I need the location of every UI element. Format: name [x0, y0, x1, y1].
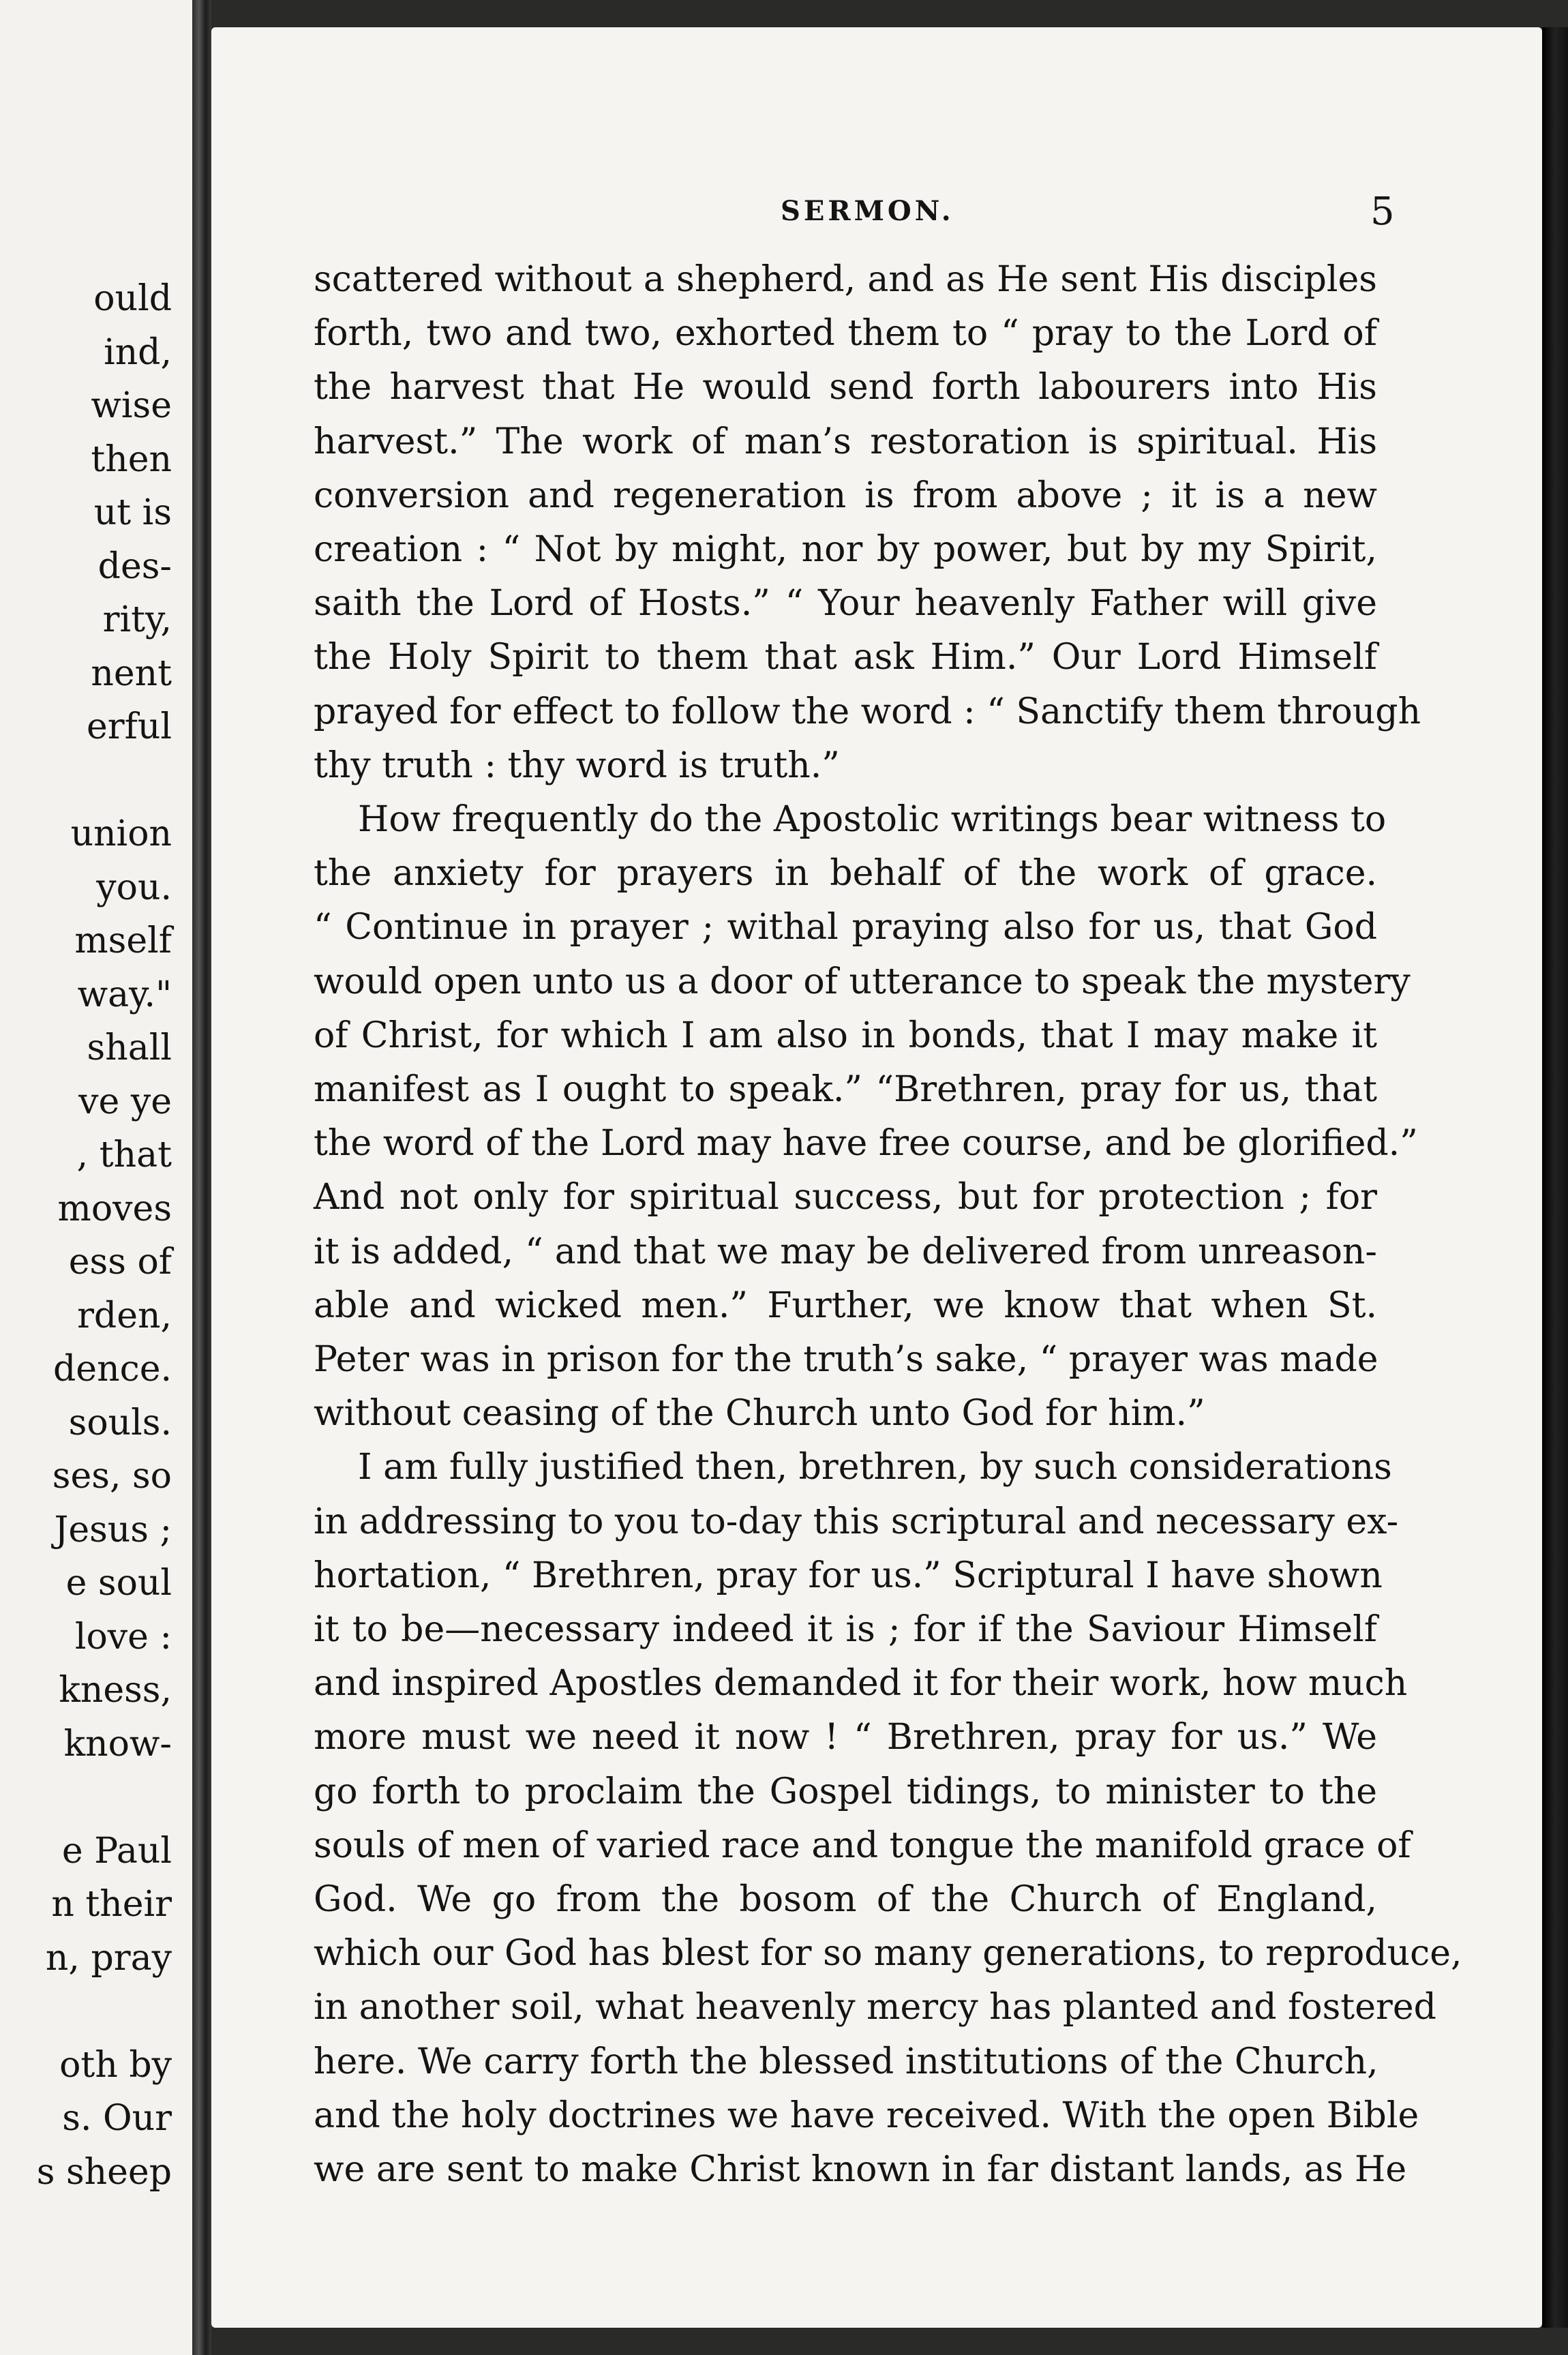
- facing-page-fragment: oth by: [59, 2044, 172, 2086]
- body-text-line: the anxiety for prayers in behalf of the work of grace.: [314, 853, 1377, 895]
- facing-page-fragment: dence.: [53, 1349, 172, 1390]
- body-text-line: we are sent to make Christ known in far distant lands, as He: [314, 2149, 1407, 2190]
- body-text-line: without ceasing of the Church unto God for him.”: [314, 1393, 1205, 1435]
- body-text-line: “ Continue in prayer ; withal praying also for us, that God: [314, 907, 1377, 948]
- facing-page-fragment: moves: [57, 1188, 172, 1229]
- body-text-line: creation : “ Not by might, nor by power, but by my Spirit,: [314, 529, 1377, 570]
- body-text-line: saith the Lord of Hosts.” “ Your heavenly Father will give: [314, 583, 1377, 625]
- running-header-title: SERMON.: [781, 195, 954, 227]
- body-text-line: harvest.” The work of man’s restoration is spiritual. His: [314, 421, 1377, 462]
- body-text-line: would open unto us a door of utterance to speak the mystery: [314, 961, 1411, 1002]
- facing-page-fragment: then: [91, 438, 172, 480]
- facing-page-fragment: wise: [91, 385, 172, 426]
- body-text-line: in another soil, what heavenly mercy has planted and fostered: [314, 1987, 1436, 2028]
- facing-page-fragment: s. Our: [62, 2098, 172, 2139]
- body-text-line: forth, two and two, exhorted them to “ pray to the Lord of: [314, 313, 1377, 355]
- facing-page-fragment: n, pray: [45, 1937, 172, 1979]
- facing-page-fragment: souls.: [68, 1402, 172, 1443]
- facing-page-left: [0, 0, 198, 2355]
- body-text-line: go forth to proclaim the Gospel tidings, to minister to the: [314, 1771, 1377, 1812]
- facing-page-fragment: rity,: [102, 599, 172, 640]
- facing-page-fragment: love :: [74, 1616, 172, 1657]
- body-text-line: Peter was in prison for the truth’s sake, “ prayer was made: [314, 1339, 1378, 1380]
- body-text-line: the word of the Lord may have free course, and be glorified.”: [314, 1123, 1418, 1165]
- facing-page-fragment: s sheep: [36, 2151, 172, 2193]
- body-text-line: more must we need it now ! “ Brethren, pray for us.” We: [314, 1717, 1377, 1758]
- facing-page-fragment: Jesus ;: [54, 1509, 172, 1550]
- book-gutter: [192, 0, 211, 2355]
- facing-page-fragment: ut is: [93, 492, 172, 533]
- facing-page-fragment: mself: [74, 920, 172, 961]
- page-edge: [1542, 27, 1568, 2328]
- body-text-line: scattered without a shepherd, and as He sent His disciples: [314, 259, 1377, 300]
- facing-page-fragment: , that: [76, 1135, 172, 1175]
- facing-page-fragment: erful: [87, 706, 172, 747]
- body-text-line: manifest as I ought to speak.” “Brethren, pray for us, that: [314, 1069, 1377, 1110]
- body-text-line: here. We carry forth the blessed institutions of the Church,: [314, 2041, 1378, 2082]
- facing-page-fragment: e Paul: [61, 1830, 172, 1872]
- body-text-line: prayed for effect to follow the word : “ Sanctify them through: [314, 691, 1421, 732]
- body-text-line: of Christ, for which I am also in bonds, that I may make it: [314, 1015, 1377, 1056]
- facing-page-fragment: ind,: [104, 331, 172, 373]
- facing-page-fragment: ess of: [68, 1242, 172, 1282]
- page-number: 5: [1370, 190, 1395, 234]
- body-text-line: which our God has blest for so many generations, to reproduce,: [314, 1933, 1462, 1975]
- body-text-line: How frequently do the Apostolic writings bear witness to: [358, 799, 1387, 840]
- facing-page-fragment: nent: [91, 652, 172, 694]
- body-text-line: it to be—necessary indeed it is ; for if the Saviour Himself: [314, 1609, 1377, 1650]
- facing-page-fragment: union: [70, 813, 172, 854]
- body-text-line: the Holy Spirit to them that ask Him.” Our Lord Himself: [314, 637, 1377, 678]
- facing-page-fragment: ve ye: [78, 1081, 172, 1122]
- body-text-line: and the holy doctrines we have received. With the open Bible: [314, 2095, 1419, 2136]
- body-text-line: souls of men of varied race and tongue the manifold grace of: [314, 1825, 1411, 1866]
- facing-page-fragment: way.": [77, 974, 172, 1015]
- body-text-line: the harvest that He would send forth labourers into His: [314, 367, 1377, 408]
- body-text-line: God. We go from the bosom of the Church of England,: [314, 1879, 1377, 1920]
- facing-page-fragment: know-: [63, 1723, 172, 1765]
- facing-page-fragment: you.: [96, 867, 172, 908]
- body-text-line: I am fully justified then, brethren, by such considerations: [358, 1447, 1392, 1488]
- facing-page-fragment: rden,: [77, 1295, 172, 1336]
- facing-page-fragment: ould: [93, 278, 172, 319]
- facing-page-fragment: ses, so: [52, 1456, 172, 1497]
- body-text-line: and inspired Apostles demanded it for their work, how much: [314, 1663, 1408, 1705]
- body-text-line: thy truth : thy word is truth.”: [314, 745, 840, 786]
- page-right: [211, 27, 1542, 2328]
- facing-page-fragment: kness,: [59, 1670, 172, 1711]
- facing-page-fragment: shall: [87, 1028, 172, 1068]
- body-text-line: hortation, “ Brethren, pray for us.” Scriptural I have shown: [314, 1555, 1383, 1596]
- body-text-line: able and wicked men.” Further, we know that when St.: [314, 1285, 1377, 1326]
- running-header: [211, 190, 1542, 243]
- body-text-line: And not only for spiritual success, but for protection ; for: [314, 1177, 1377, 1218]
- body-text-line: conversion and regeneration is from above ; it is a new: [314, 475, 1377, 516]
- body-text-line: it is added, “ and that we may be delivered from unreason-: [314, 1231, 1377, 1272]
- body-text-line: in addressing to you to-day this scriptural and necessary ex-: [314, 1501, 1399, 1542]
- facing-page-fragment: des-: [97, 545, 172, 587]
- facing-page-fragment: n their: [51, 1884, 172, 1925]
- facing-page-fragment: e soul: [65, 1563, 172, 1604]
